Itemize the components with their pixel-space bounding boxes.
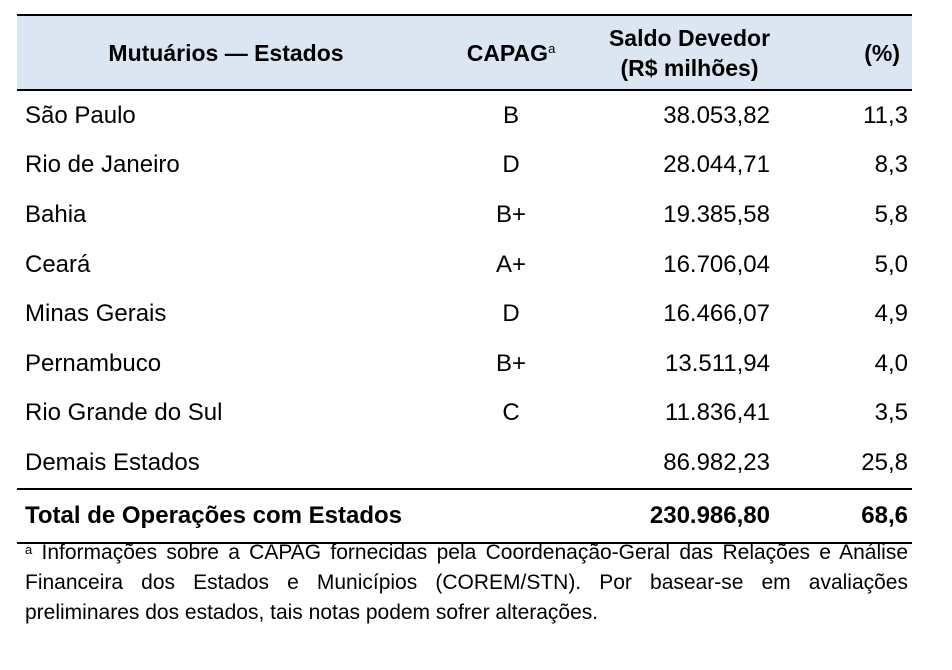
table-row (17, 141, 912, 191)
row-saldo: 38.053,82 (663, 101, 770, 129)
row-saldo: 11.836,41 (665, 399, 770, 427)
table-row (17, 289, 912, 339)
row-capag: A+ (495, 250, 527, 278)
row-percent: 4,9 (874, 300, 908, 328)
header-capag (435, 15, 587, 90)
row-capag: D (502, 151, 520, 179)
row-saldo: 16.706,04 (663, 250, 770, 278)
row-percent: 11,3 (863, 101, 908, 129)
table-row (17, 190, 912, 240)
row-saldo: 28.044,71 (663, 151, 770, 179)
total-saldo: 230.986,80 (587, 489, 792, 543)
header-saldo-line2: (R$ milhões) (620, 54, 759, 81)
row-saldo: 16.466,07 (663, 300, 770, 328)
footnote (17, 538, 912, 628)
total-percent: 68,6 (792, 489, 912, 543)
header-percent: (%) (792, 15, 912, 90)
table-row (17, 438, 912, 489)
table-row (17, 389, 912, 439)
row-name: Minas Gerais (25, 300, 167, 328)
header-saldo-line1: Saldo Devedor (608, 24, 771, 51)
table-row (17, 90, 912, 141)
row-capag: B+ (495, 349, 527, 377)
header-mutuarios: Mutuários — Estados (17, 15, 435, 90)
footnote-marker: a (25, 542, 33, 557)
debt-table (17, 14, 912, 544)
header-capag-label: CAPAG (466, 39, 549, 66)
row-percent: 25,8 (861, 448, 908, 476)
row-name: Ceará (25, 250, 91, 278)
total-label: Total de Operações com Estados (17, 489, 435, 543)
header-saldo-devedor (587, 15, 792, 90)
total-row (17, 489, 912, 543)
table-row (17, 339, 912, 389)
row-name: Rio de Janeiro (25, 151, 180, 179)
row-name: Demais Estados (25, 448, 200, 476)
row-name: São Paulo (25, 101, 136, 129)
footnote-text: Informações sobre a CAPAG fornecidas pela Coordenação-Geral das Relações e Análise Financeira dos Estados e Municípios (COREM/STN). Por basear-se em avaliações preliminares dos estados, tais notas podem sofrer alterações. (25, 541, 908, 624)
table-header-row (17, 15, 912, 90)
row-percent: 5,8 (874, 200, 908, 228)
table-row (17, 240, 912, 290)
row-saldo: 19.385,58 (663, 200, 770, 228)
row-name: Pernambuco (25, 349, 162, 377)
row-percent: 3,5 (874, 399, 908, 427)
header-capag-footnote-marker: a (548, 40, 556, 56)
row-name: Rio Grande do Sul (25, 399, 223, 427)
debt-table-container (17, 14, 912, 544)
row-capag: D (502, 300, 520, 328)
row-percent: 8,3 (874, 151, 908, 179)
row-percent: 4,0 (874, 349, 908, 377)
row-saldo: 86.982,23 (663, 448, 770, 476)
row-name: Bahia (25, 200, 87, 228)
row-capag (435, 438, 587, 489)
row-capag: C (502, 399, 520, 427)
row-percent: 5,0 (874, 250, 908, 278)
table-body (17, 90, 912, 489)
total-capag (435, 489, 587, 543)
row-saldo: 13.511,94 (665, 349, 770, 377)
row-capag: B (502, 101, 519, 129)
row-capag: B+ (495, 200, 527, 228)
